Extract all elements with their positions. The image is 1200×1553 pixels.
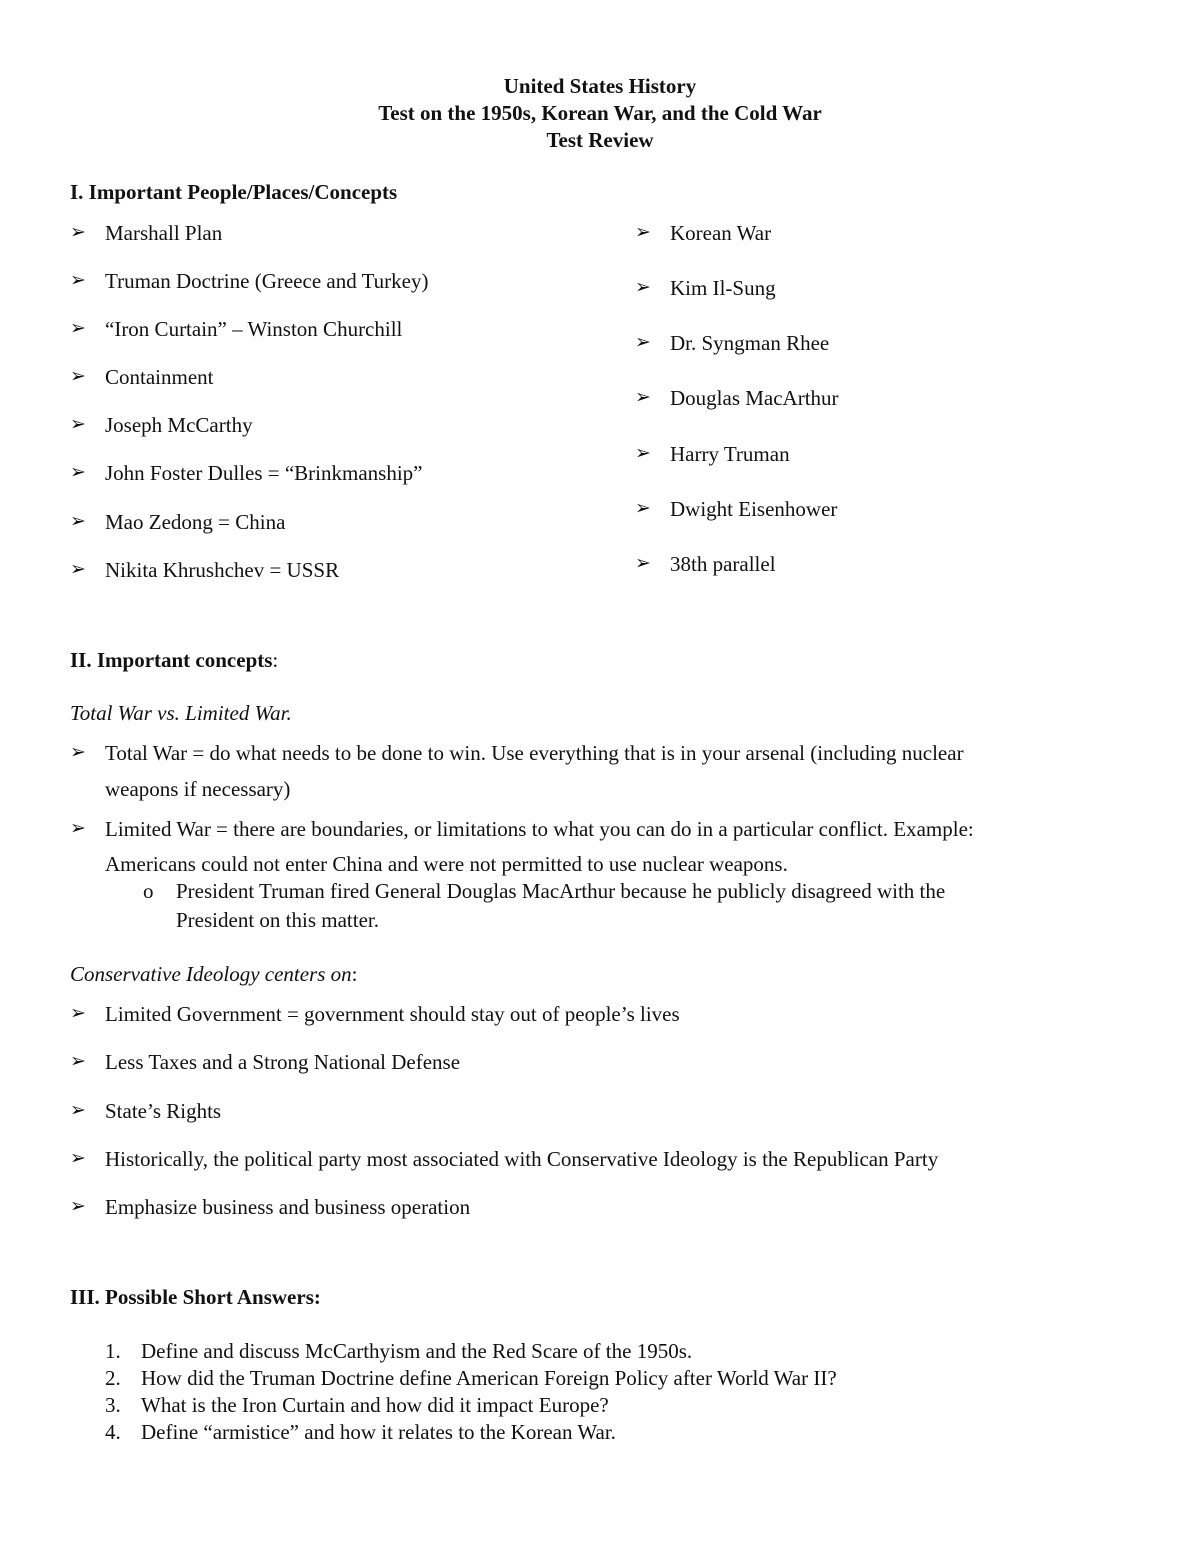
- arrow-bullet-icon: ➢: [70, 1003, 86, 1024]
- arrow-bullet-icon: ➢: [70, 1196, 86, 1217]
- document-title: United States History: [503, 74, 697, 98]
- arrow-bullet-icon: ➢: [70, 559, 86, 580]
- arrow-bullet-icon: ➢: [70, 462, 86, 483]
- arrow-bullet-icon: ➢: [70, 1148, 86, 1169]
- arrow-bullet-icon: ➢: [70, 1051, 86, 1072]
- arrow-bullet-icon: ➢: [70, 318, 86, 339]
- conservative-label: Conservative Ideology centers on:: [70, 962, 358, 986]
- section-1-heading: I. Important People/Places/Concepts: [70, 180, 398, 204]
- arrow-bullet-icon: ➢: [635, 277, 651, 298]
- arrow-bullet-icon: ➢: [635, 443, 651, 464]
- arrow-bullet-icon: ➢: [635, 498, 651, 519]
- arrow-bullet-icon: ➢: [70, 511, 86, 532]
- list-item: ➢ Marshall Plan: [70, 221, 223, 245]
- list-item: ➢ Truman Doctrine (Greece and Turkey): [70, 269, 429, 293]
- list-item: ➢ Total War = do what needs to be done to win. Use everything that is in your arsenal (including nuclear: [70, 741, 964, 765]
- sub-list-item: President Truman fired General Douglas MacArthur because he publicly disagreed with the: [176, 879, 946, 903]
- list-item: ➢ Mao Zedong = China: [70, 510, 286, 534]
- list-item: ➢ Douglas MacArthur: [635, 386, 839, 410]
- document-subtitle-review: Test Review: [546, 128, 654, 152]
- numbered-item: 3. What is the Iron Curtain and how did it impact Europe?: [105, 1393, 609, 1417]
- list-item-continuation: weapons if necessary): [105, 777, 291, 801]
- list-item: ➢ Emphasize business and business operation: [70, 1195, 471, 1219]
- numbered-item: 1. Define and discuss McCarthyism and the Red Scare of the 1950s.: [105, 1339, 693, 1363]
- arrow-bullet-icon: ➢: [70, 818, 86, 839]
- sub-list-item-continuation: President on this matter.: [176, 908, 379, 932]
- list-item: ➢ Korean War: [635, 221, 772, 245]
- section-2-heading: II. Important concepts:: [70, 648, 279, 672]
- list-item: ➢ 38th parallel: [635, 552, 776, 576]
- arrow-bullet-icon: ➢: [70, 414, 86, 435]
- arrow-bullet-icon: ➢: [70, 742, 86, 763]
- list-item: ➢ State’s Rights: [70, 1099, 222, 1123]
- list-item-continuation: Americans could not enter China and were not permitted to use nuclear weapons.: [105, 852, 788, 876]
- arrow-bullet-icon: ➢: [70, 222, 86, 243]
- list-item: ➢ Harry Truman: [635, 442, 790, 466]
- document-subtitle: Test on the 1950s, Korean War, and the Cold War: [378, 101, 822, 125]
- list-item: ➢ “Iron Curtain” – Winston Churchill: [70, 317, 403, 341]
- list-item: ➢ Nikita Khrushchev = USSR: [70, 558, 340, 582]
- list-item: ➢ Limited Government = government should stay out of people’s lives: [70, 1002, 680, 1026]
- sub-bullet-icon: o: [143, 879, 154, 903]
- arrow-bullet-icon: ➢: [635, 553, 651, 574]
- list-item: ➢ Dr. Syngman Rhee: [635, 331, 830, 355]
- section-3-heading: III. Possible Short Answers:: [70, 1285, 321, 1309]
- list-item: ➢ Joseph McCarthy: [70, 413, 253, 437]
- total-vs-limited-label: Total War vs. Limited War.: [70, 701, 292, 725]
- arrow-bullet-icon: ➢: [635, 387, 651, 408]
- numbered-item: 2. How did the Truman Doctrine define American Foreign Policy after World War II?: [105, 1366, 837, 1390]
- list-item: ➢ John Foster Dulles = “Brinkmanship”: [70, 461, 423, 485]
- list-item: ➢ Dwight Eisenhower: [635, 497, 838, 521]
- arrow-bullet-icon: ➢: [70, 1100, 86, 1121]
- numbered-item: 4. Define “armistice” and how it relates to the Korean War.: [105, 1420, 616, 1444]
- arrow-bullet-icon: ➢: [70, 270, 86, 291]
- arrow-bullet-icon: ➢: [635, 222, 651, 243]
- list-item: ➢ Limited War = there are boundaries, or limitations to what you can do in a particular conflict. Example:: [70, 817, 974, 841]
- list-item: ➢ Kim Il-Sung: [635, 276, 776, 300]
- arrow-bullet-icon: ➢: [70, 366, 86, 387]
- list-item: ➢ Less Taxes and a Strong National Defense: [70, 1050, 461, 1074]
- list-item: ➢ Containment: [70, 365, 214, 389]
- list-item: ➢ Historically, the political party most associated with Conservative Ideology is the Republican Party: [70, 1147, 939, 1171]
- arrow-bullet-icon: ➢: [635, 332, 651, 353]
